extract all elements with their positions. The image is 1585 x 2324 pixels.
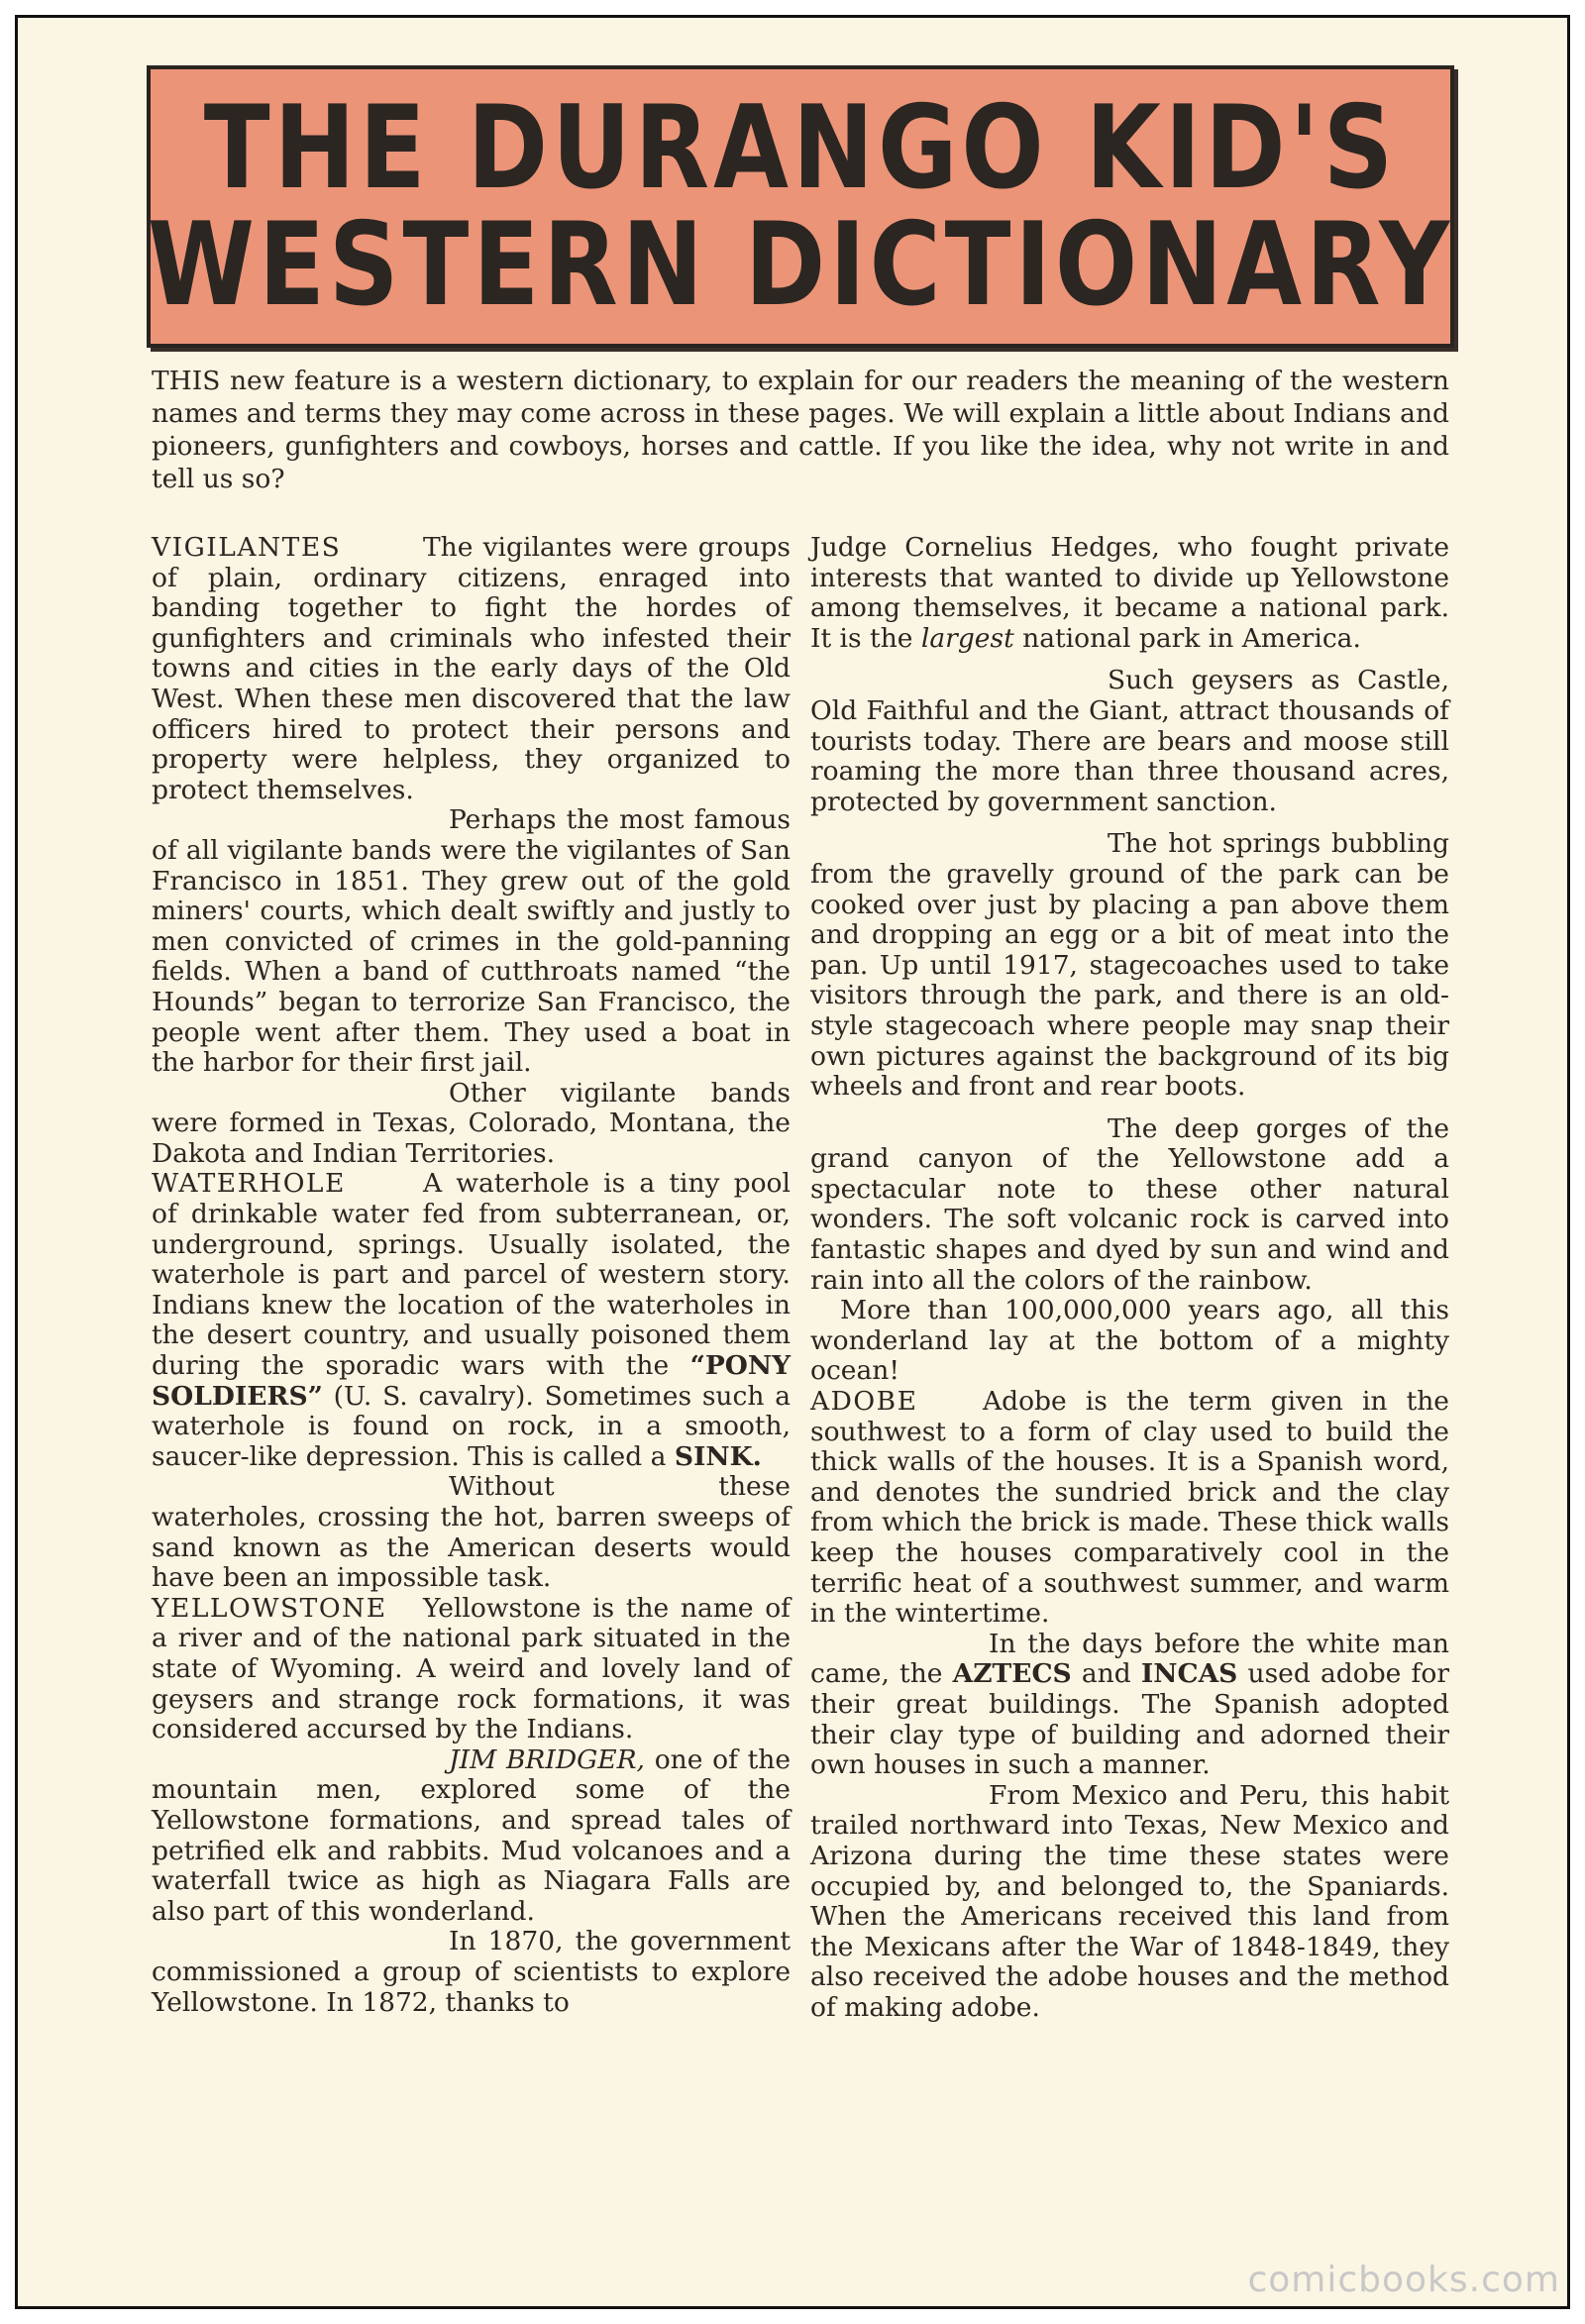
largest-emphasis: largest <box>920 622 1014 654</box>
page-title-line-2: WESTERN DICTIONARY <box>147 198 1454 332</box>
adobe-p2-a: In the days before the white man came, the <box>810 1628 1449 1690</box>
waterhole-paragraph-1b: (U. S. cavalry). Sometimes such a waterhole is found on rock, in a smooth, saucer-like depression. This is called a <box>152 1380 791 1472</box>
entry-yellowstone <box>152 1594 791 1745</box>
vigilantes-paragraph-2: Perhaps the most famous of all vigilante bands were the vigilantes of San Francisco in 1851. They grew out of the gold miners' courts, which dealt swiftly and justly to men convicted of crimes in the gold-panning fields. When a band of cutthroats named “the Hounds” began to terrorize San Francisco, the people went after them. They used a boat in the harbor for their first jail. <box>152 804 791 1079</box>
term-waterhole: WATERHOLE <box>152 1168 346 1200</box>
yellowstone-p3-cont-b: national park in America. <box>1013 622 1361 654</box>
comic-page <box>15 15 1570 2309</box>
aztecs-term: AZTECS <box>952 1658 1072 1690</box>
intro-paragraph: THIS new feature is a western dictionary, to explain for our readers the meaning of the western names and terms they may come across in these pages. We will explain a little about Indians and pioneers, gunfighters and cowboys, horses and cattle. If you like the idea, why not write in and tell us so? <box>152 366 1449 494</box>
title-banner <box>147 65 1454 348</box>
adobe-p2-b: used adobe for their great buildings. The Spanish adopted their clay type of building and adorned their own houses in such a manner. <box>810 1658 1449 1781</box>
adobe-paragraph-2 <box>810 1630 1449 1781</box>
left-column <box>152 533 791 2018</box>
yellowstone-paragraph-3: In 1870, the government commissioned a group of scientists to explore Yellowstone. In 1872, thanks to <box>152 1926 791 2018</box>
entry-adobe <box>810 1387 1449 1630</box>
adobe-paragraph-3: From Mexico and Peru, this habit trailed northward into Texas, New Mexico and Arizona during the time these states were occupied by, and belonged to, the Spaniards. When the Americans received this land from the Mexicans after the War of 1848-1849, they also received the adobe houses and the method of making adobe. <box>810 1779 1449 2023</box>
yellowstone-paragraph-4: Such geysers as Castle, Old Faithful and the Giant, attract thousands of tourists today. There are bears and moose still roaming the more than three thousand acres, protected by government sanction. <box>810 665 1449 817</box>
page-title-line-1: THE DURANGO KID'S <box>203 81 1398 215</box>
term-adobe: ADOBE <box>810 1386 918 1418</box>
yellowstone-paragraph-1: Yellowstone is the name of a river and of the national park situated in the state of Wyoming. A weird and lovely land of geysers and strange rock formations, it was considered accursed by the Indians. <box>152 1592 791 1745</box>
adobe-paragraph-1: Adobe is the term given in the southwest to a form of clay used to build the thick walls of the houses. It is a Spanish word, and denotes the sundried brick and the clay from which the brick is made. These thick walls keep the houses comparatively cool in the terrific heat of a southwest summer, and warm in the wintertime. <box>810 1386 1449 1630</box>
entry-waterhole <box>152 1169 791 1472</box>
yellowstone-paragraph-2 <box>152 1745 791 1928</box>
term-vigilantes: VIGILANTES <box>152 532 342 563</box>
yellowstone-paragraph-6: The deep gorges of the grand canyon of the Yellowstone add a spectacular note to these other natural wonders. The soft volcanic rock is carved into fantastic shapes and dyed by sun and wind and rain into all the colors of the rainbow. <box>810 1112 1449 1296</box>
yellowstone-paragraph-7: More than 100,000,000 years ago, all this wonderland lay at the bottom of a mighty ocean! <box>810 1295 1449 1387</box>
site-watermark: comicbooks.com <box>1247 2260 1560 2300</box>
yellowstone-paragraph-2-text: one of the mountain men, explored some of the Yellowstone formations, and spread tales of petrified elk and rabbits. Mud volcanoes and a waterfall twice as high as Niagara Falls are also part of this wonderland. <box>152 1743 791 1927</box>
waterhole-paragraph-1a: A waterhole is a tiny pool of drinkable water fed from subterranean, or, underground, springs. Usually isolated, the waterhole is part and parcel of western story. Indians knew the location of the waterholes in the desert country, and usually poisoned them during the sporadic wars with the <box>152 1168 791 1382</box>
yellowstone-paragraph-3-continued <box>810 533 1449 654</box>
incas-term: INCAS <box>1140 1658 1238 1690</box>
vigilantes-paragraph-1: The vigilantes were groups of plain, ordinary citizens, enraged into banding together to fight the hordes of gunfighters and criminals who infested their towns and cities in the early days of the Old West. When these men discovered that the law officers hired to protect their persons and property were helpless, they organized to protect themselves. <box>152 532 791 805</box>
pony-soldiers-term: “PONY SOLDIERS” <box>152 1350 791 1412</box>
right-column <box>810 533 1449 2024</box>
waterhole-paragraph-2: Without these waterholes, crossing the hot, barren sweeps of sand known as the American deserts would have been an impossible task. <box>152 1471 791 1594</box>
yellowstone-paragraph-5: The hot springs bubbling from the gravelly ground of the park can be cooked over just by placing a pan above them and dropping an egg or a bit of meat into the pan. Up until 1917, stagecoaches used to take visitors through the park, and there is an old-style stagecoach where people may snap their own pictures against the background of its big wheels and front and rear boots. <box>810 828 1449 1103</box>
vigilantes-paragraph-3: Other vigilante bands were formed in Texas, Colorado, Montana, the Dakota and Indian Territories. <box>152 1077 791 1169</box>
term-yellowstone: YELLOWSTONE <box>152 1592 387 1624</box>
adobe-p2-and: and <box>1071 1658 1141 1690</box>
yellowstone-p3-cont-a: Judge Cornelius Hedges, who fought private interests that wanted to divide up Yellowstone among themselves, it became a national park. It is the <box>810 532 1449 654</box>
sink-term: SINK. <box>674 1440 762 1472</box>
jim-bridger-term: JIM BRIDGER, <box>449 1743 645 1775</box>
entry-vigilantes <box>152 533 791 805</box>
